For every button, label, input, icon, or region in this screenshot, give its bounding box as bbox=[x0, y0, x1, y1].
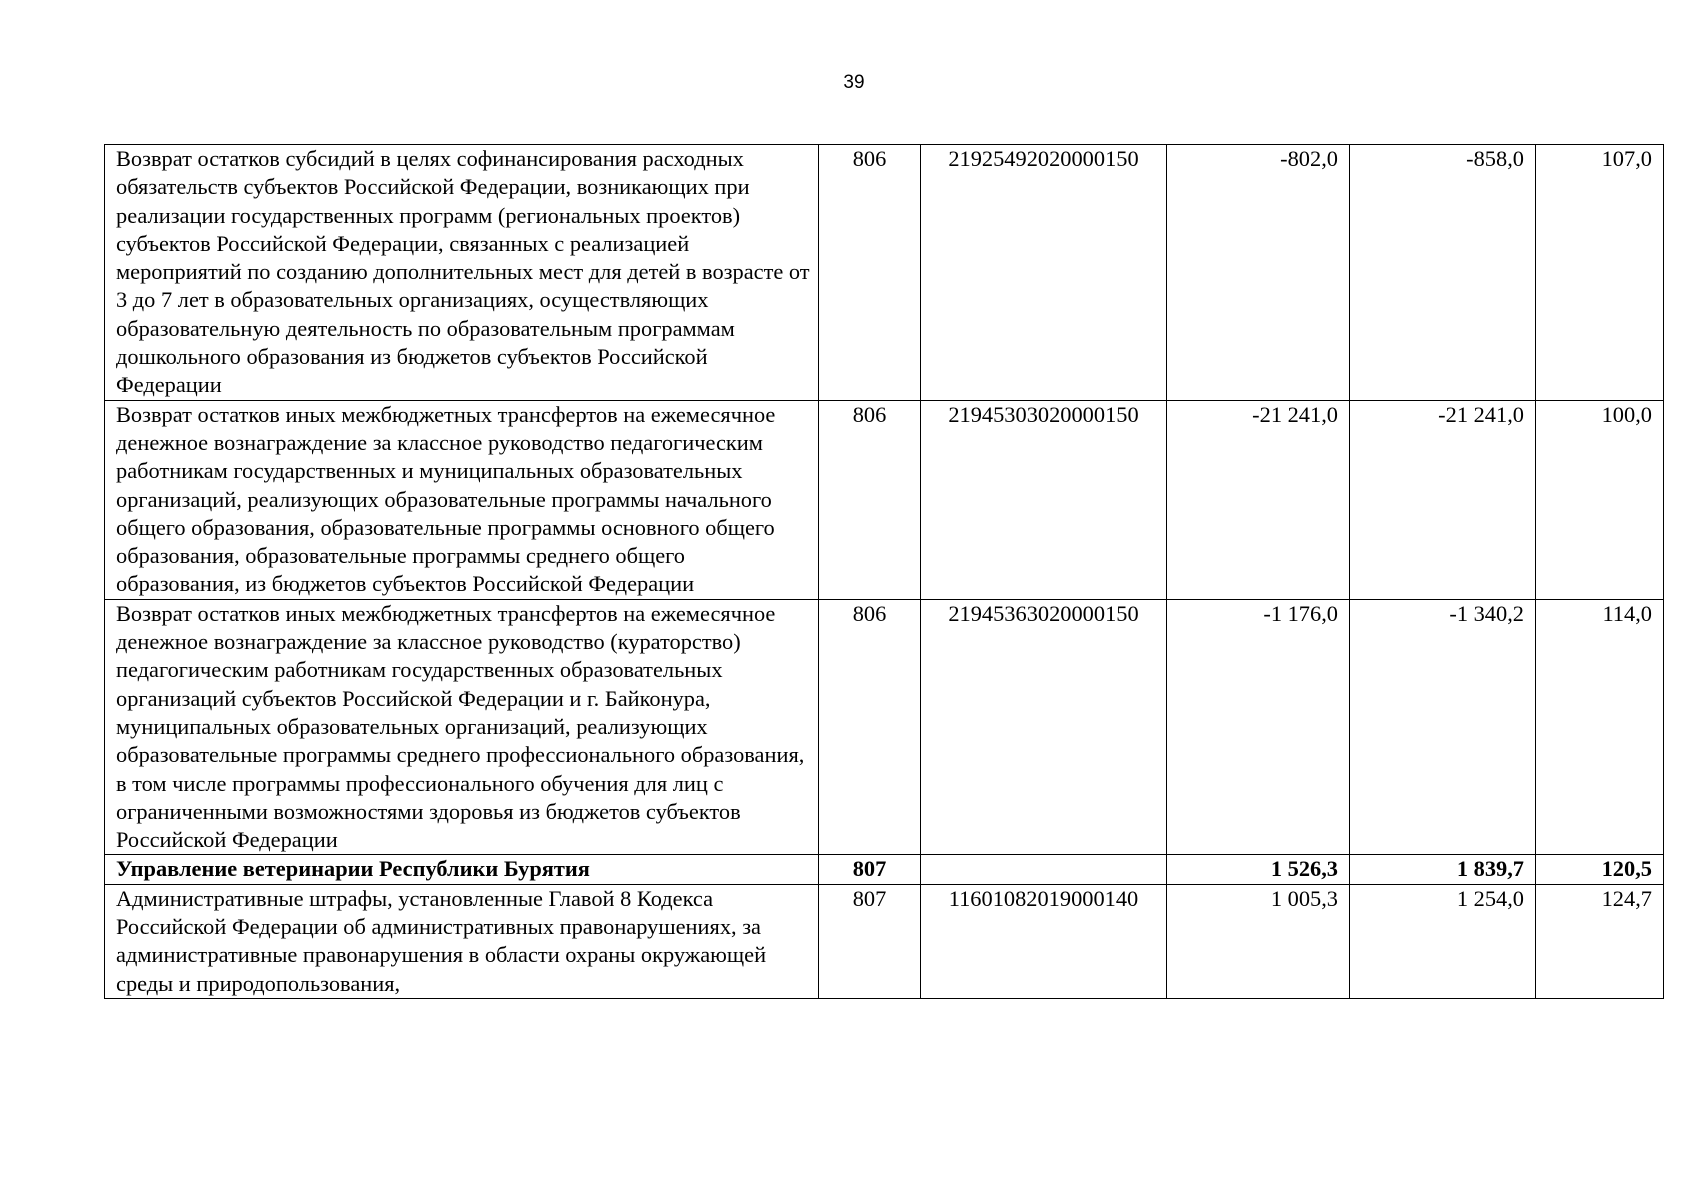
row-budget-code: 21925492020000150 bbox=[921, 145, 1167, 401]
table-row-section-total bbox=[105, 855, 1664, 884]
row-value-2: -858,0 bbox=[1350, 145, 1536, 401]
row-name: Возврат остатков иных межбюджетных трансфертов на ежемесячное денежное вознаграждение за классное руководство педагогическим работникам государственных и муниципальных образовательных организаций, реализующих образовательные программы начального общего образования, образовательные программы основного общего образования, образовательные программы среднего общего образования, из бюджетов субъектов Российской Федерации bbox=[105, 400, 819, 599]
row-value-2: 1 839,7 bbox=[1350, 855, 1536, 884]
row-value-1: 1 526,3 bbox=[1167, 855, 1350, 884]
page-number: 39 bbox=[843, 72, 865, 93]
row-name: Управление ветеринарии Республики Бурятия bbox=[105, 855, 819, 884]
budget-table bbox=[104, 144, 1664, 999]
row-value-1: -1 176,0 bbox=[1167, 599, 1350, 855]
row-budget-code: 21945363020000150 bbox=[921, 599, 1167, 855]
row-value-1: -21 241,0 bbox=[1167, 400, 1350, 599]
table-row bbox=[105, 884, 1664, 998]
table-row bbox=[105, 400, 1664, 599]
row-budget-code: 11601082019000140 bbox=[921, 884, 1167, 998]
row-value-3: 124,7 bbox=[1536, 884, 1664, 998]
row-admin-code: 807 bbox=[819, 884, 921, 998]
row-value-3: 100,0 bbox=[1536, 400, 1664, 599]
row-value-2: 1 254,0 bbox=[1350, 884, 1536, 998]
row-value-3: 107,0 bbox=[1536, 145, 1664, 401]
row-admin-code: 806 bbox=[819, 145, 921, 401]
row-value-1: 1 005,3 bbox=[1167, 884, 1350, 998]
row-value-1: -802,0 bbox=[1167, 145, 1350, 401]
row-admin-code: 806 bbox=[819, 599, 921, 855]
row-value-2: -21 241,0 bbox=[1350, 400, 1536, 599]
row-admin-code: 807 bbox=[819, 855, 921, 884]
row-budget-code: 21945303020000150 bbox=[921, 400, 1167, 599]
row-value-3: 114,0 bbox=[1536, 599, 1664, 855]
row-name: Возврат остатков субсидий в целях софинансирования расходных обязательств субъектов Российской Федерации, возникающих при реализации государственных программ (региональных проектов) субъектов Российской Федерации, связанных с реализацией мероприятий по созданию дополнительных мест для детей в возрасте от 3 до 7 лет в образовательных организациях, осуществляющих образовательную деятельность по образовательным программам дошкольного образования из бюджетов субъектов Российской Федерации bbox=[105, 145, 819, 401]
row-value-2: -1 340,2 bbox=[1350, 599, 1536, 855]
row-name: Возврат остатков иных межбюджетных трансфертов на ежемесячное денежное вознаграждение за классное руководство (кураторство) педагогическим работникам государственных образовательных организаций субъектов Российской Федерации и г. Байконура, муниципальных образовательных организаций, реализующих образовательные программы среднего профессионального образования, в том числе программы профессионального обучения для лиц с ограниченными возможностями здоровья из бюджетов субъектов Российской Федерации bbox=[105, 599, 819, 855]
table-row bbox=[105, 145, 1664, 401]
row-value-3: 120,5 bbox=[1536, 855, 1664, 884]
row-admin-code: 806 bbox=[819, 400, 921, 599]
row-budget-code bbox=[921, 855, 1167, 884]
row-name: Административные штрафы, установленные Главой 8 Кодекса Российской Федерации об административных правонарушениях, за административные правонарушения в области охраны окружающей среды и природопользования, bbox=[105, 884, 819, 998]
table-row bbox=[105, 599, 1664, 855]
